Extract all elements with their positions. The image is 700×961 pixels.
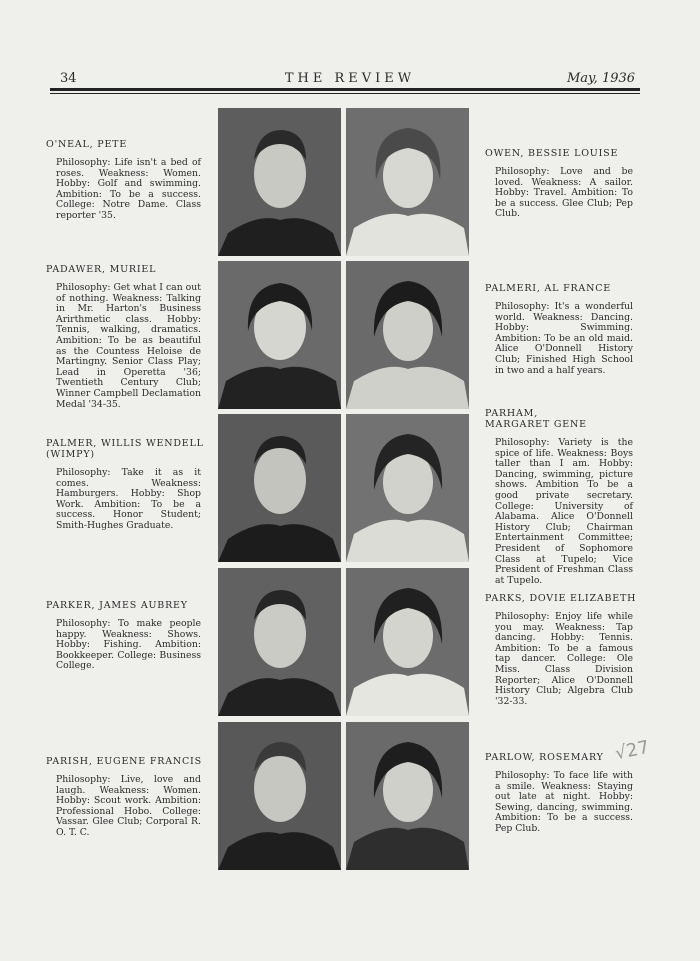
header-rule-thick: [50, 88, 640, 91]
student-name: PADAWER, MURIEL: [46, 264, 157, 275]
portrait-palmer: [218, 414, 341, 562]
student-name: PARISH, EUGENE FRANCIS: [46, 756, 202, 767]
entry-palmeri: [485, 283, 633, 376]
student-bio: Philosophy: Variety is the spice of life. Weakness: Boys taller than I am. Hobby: Dancing, swimming, picture shows. Ambition To be a good private secretary. College: University of Alabama. Alice O'Donnell History Club; Chairman Entertainment Committee; President of Sophomore Class at Tupelo; Vice President of Freshman Class at Tupelo.: [495, 437, 633, 586]
page-number: 34: [60, 71, 77, 86]
student-name: PARLOW, ROSEMARY: [485, 752, 604, 763]
entry-parham: [485, 408, 633, 586]
student-bio: Philosophy: Live, love and laugh. Weakness: Women. Hobby: Scout work. Ambition: Professional Hobo. College: Vassar. Glee Club; Corporal R. O. T. C.: [56, 774, 201, 838]
student-bio: Philosophy: Get what I can out of nothing. Weakness: Talking in Mr. Harton's Business Arirthmetic class. Hobby: Tennis, walking, dramatics. Ambition: To be as beautiful as the Countess Heloise de Martingny. Senior Class Play; Lead in Operetta '36; Twentieth Century Club; Winner Campbell Declamation Medal '34-35.: [56, 282, 201, 410]
student-name: PARKER, JAMES AUBREY: [46, 600, 188, 611]
student-name: O'NEAL, PETE: [46, 139, 128, 150]
entry-owen: [485, 148, 633, 220]
portrait-parlow: [346, 722, 469, 870]
student-bio: Philosophy: To face life with a smile. Weakness: Staying out late at night. Hobby: Sewing, dancing, swimming. Ambition: To be a success. Pep Club.: [495, 770, 633, 834]
portrait-palmeri: [346, 261, 469, 409]
student-bio: Philosophy: To make people happy. Weakness: Shows. Hobby: Fishing. Ambition: Bookkeeper. College: Business College.: [56, 618, 201, 672]
student-name: PARHAM, MARGARET GENE: [485, 408, 587, 430]
entry-parks: [485, 593, 636, 707]
student-name: PALMER, WILLIS WENDELL (WIMPY): [46, 438, 204, 460]
student-name: PARKS, DOVIE ELIZABETH: [485, 593, 637, 604]
entry-parlow: [485, 752, 633, 835]
portrait-parish: [218, 722, 341, 870]
portrait-oneal: [218, 108, 341, 256]
pencil-annotation: √27: [613, 736, 652, 765]
header-rule-thin: [50, 93, 640, 94]
entry-parker: [46, 600, 201, 672]
portrait-owen: [346, 108, 469, 256]
page-title: THE REVIEW: [284, 71, 416, 86]
student-name: PALMERI, AL FRANCE: [485, 283, 612, 294]
portrait-parham: [346, 414, 469, 562]
student-name: OWEN, BESSIE LOUISE: [485, 148, 619, 159]
entry-parish: [46, 756, 202, 839]
portrait-parker: [218, 568, 341, 716]
student-bio: Philosophy: It's a wonderful world. Weakness: Dancing. Hobby: Swimming. Ambition: To be an old maid. Alice O'Donnell History Club; Finished High School in two and a half years.: [495, 301, 633, 376]
entry-palmer: [46, 438, 206, 532]
student-bio: Philosophy: Enjoy life while you may. Weakness: Tap dancing. Hobby: Tennis. Ambition: To be a famous tap dancer. College: Ole Miss. Class Division Reporter; Alice O'Donnell History Club; Algebra Club '32-33.: [495, 611, 633, 707]
entry-oneal: [46, 139, 201, 222]
portrait-padawer: [218, 261, 341, 409]
issue-date: May, 1936: [567, 71, 636, 86]
student-bio: Philosophy: Take it as it comes. Weakness: Hamburgers. Hobby: Shop Work. Ambition: To be a success. Honor Student; Smith-Hughes Graduate.: [56, 467, 201, 531]
student-bio: Philosophy: Love and be loved. Weakness: A sailor. Hobby: Travel. Ambition: To be a success. Glee Club; Pep Club.: [495, 166, 633, 220]
entry-padawer: [46, 264, 201, 410]
student-bio: Philosophy: Life isn't a bed of roses. Weakness: Women. Hobby: Golf and swimming. Ambition: To be a success. College: Notre Dame. Class reporter '35.: [56, 157, 201, 221]
portrait-parks: [346, 568, 469, 716]
